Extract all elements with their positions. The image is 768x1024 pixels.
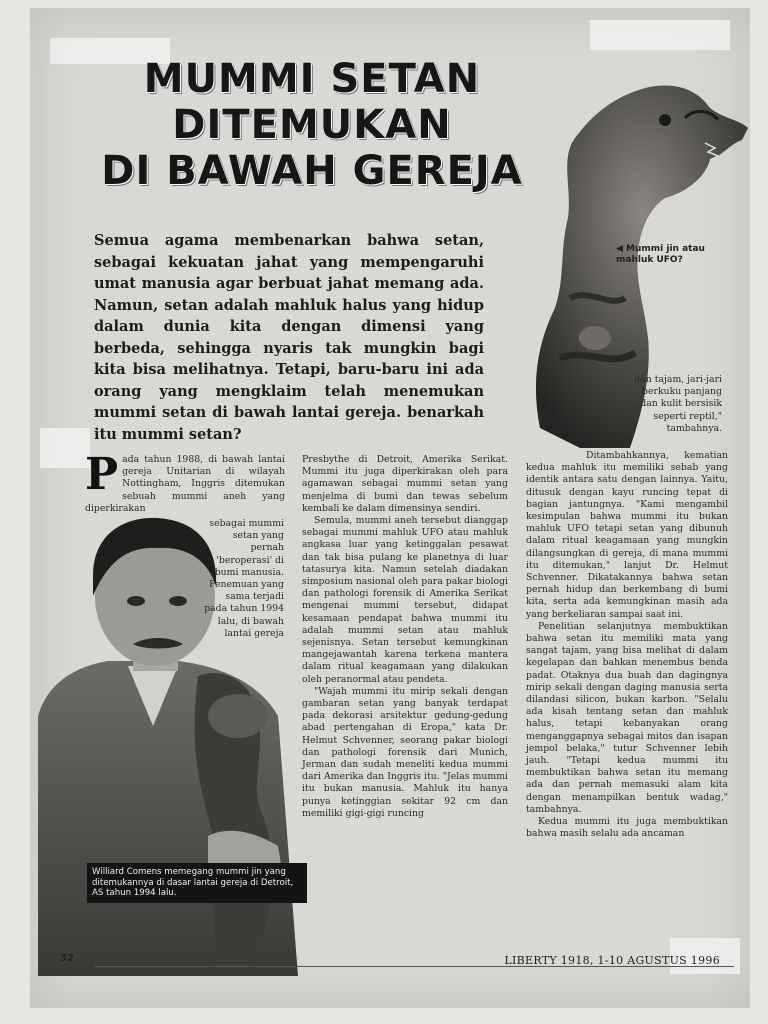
- article-column-3: [526, 450, 728, 841]
- headline-line-3: DI BAWAH GEREJA: [101, 148, 523, 194]
- tape-strip: [590, 20, 730, 50]
- magazine-page: [30, 8, 750, 1008]
- article-column-1: [85, 449, 285, 515]
- article-column-1-text: ada tahun 1988, di bawah lantai gereja Unitarian di wilayah Nottingham, Inggris ditemukan sebuah mummi aneh yang diperkirakan: [85, 454, 285, 514]
- tape-strip: [40, 428, 90, 468]
- article-paragraph: Ditambahkannya, kematian kedua mahluk itu memiliki sebab yang identik antara satu dengan lainnya. Yaitu, ditusuk dengan kayu runcing tepat di bagian jantungnya. "Kami mengambil kesimpulan bahwa mummi itu bukan mahluk UFO tetapi setan yang dibunuh dalam ritual keagamaan yang mungkin dilangsungkan di gereja, di mana mummi itu ditemukan," lanjut Dr. Helmut Schvenner. Dikatakannya bahwa setan pernah hidup dan berkembang di bumi kita, serta ada kemungkinan masih ada yang berkeliaran sampai saat ini.: [526, 450, 728, 620]
- drop-cap: P: [85, 449, 119, 500]
- article-column-2: [302, 454, 508, 820]
- headline-line-1: MUMMI SETAN: [143, 56, 481, 102]
- article-paragraph: Presbythe di Detroit, Amerika Serikat. Mummi itu juga diperkirakan oleh para agamawan sebagai mummi setan yang menjelma di bumi dan tewas sebelum kembali ke dalam dimensinya sendiri.: [302, 454, 508, 514]
- article-paragraph: Penelitian selanjutnya membuktikan bahwa setan itu memiliki mata yang sangat tajam, yang bisa melihat di dalam kegelapan dan bahkan menembus benda padat. Otaknya dua buah dan dagingnya mirip sekali dengan daging manusia serta dilandasi silicon, bukan karbon. "Selalu ada kisah tentang setan dan mahluk halus, tetapi kebanyakan orang menganggapnya sebagai mitos dan isapan jempol belaka," tutur Schvenner lebih jauh. "Tetapi kedua mummi itu membuktikan bahwa setan itu memang ada dan pernah memasuki alam kita dengan menampilkan bentuk wadag," tambahnya.: [526, 620, 728, 815]
- article-paragraph: Semula, mummi aneh tersebut dianggap sebagai mummi mahluk UFO atau mahluk angkasa luar yang ketinggalan pesawat dan tak bisa pulang ke planetnya di luar tatasurya kita. Namun setelah diadakan simposium nasional oleh para pakar biologi dan pathologi forensik di Amerika Serikat mengenai mummi tersebut, didapat kesamaan pendapat bahwa mummi itu adalah mummi setan atau mahluk sejenisnya. Setan tersebut kemungkinan mangejawantah karena terkena mantera dalam ritual keagamaan yang dilakukan oleh peranormal atau pendeta.: [302, 515, 508, 685]
- article-paragraph: "Wajah mummi itu mirip sekali dengan gambaran setan yang banyak terdapat pada dekorasi arsitektur gedung-gedung abad pertengahan di Eropa," kata Dr. Helmut Schvenner, seorang pakar biologi dan pathologi forensik dari Munich, Jerman dan sudah meneliti kedua mummi dari Amerika dan Inggris itu. "Jelas mummi itu bukan manusia. Mahluk itu hanya punya ketinggian sekitar 92 cm dan memiliki gigi-gigi runcing: [302, 685, 508, 819]
- article-column-1-continued: sebagai mummi setan yang pernah 'beroperasi' di bumi manusia. Penemuan yang sama terjadi pada tahun 1994 lalu, di bawah lantai gereja: [204, 518, 284, 639]
- article-paragraph: Kedua mummi itu juga membuktikan bahwa masih selalu ada ancaman: [526, 816, 728, 840]
- lede-paragraph: Semua agama membenarkan bahwa setan, sebagai kekuatan jahat yang mempengaruhi umat manusia agar berbuat jahat memang ada. Namun, setan adalah mahluk halus yang hidup dalam dunia kita dengan dimensi yang berbeda, sehingga nyaris tak mungkin bagi kita bisa melihatnya. Tetapi, baru-baru ini ada orang yang mengklaim telah menemukan mummi setan di bawah lantai gereja. benarkah itu mummi setan?: [94, 232, 484, 443]
- mummy-caption: ◀ Mummi jin atau mahluk UFO?: [616, 244, 705, 265]
- issue-info: LIBERTY 1918, 1-10 AGUSTUS 1996: [504, 954, 720, 967]
- photo-caption: Williard Comens memegang mummi jin yang ditemukannya di dasar lantai gereja di Detroit, AS tahun 1994 lalu.: [87, 863, 307, 903]
- headline: [92, 56, 532, 194]
- headline-line-2: DITEMUKAN: [172, 102, 452, 148]
- article-column-3-intro: dan tajam, jari-jari berkuku panjang dan kulit bersisik seperti reptil," tambahnya.: [634, 374, 722, 434]
- page-number: 32: [60, 953, 74, 964]
